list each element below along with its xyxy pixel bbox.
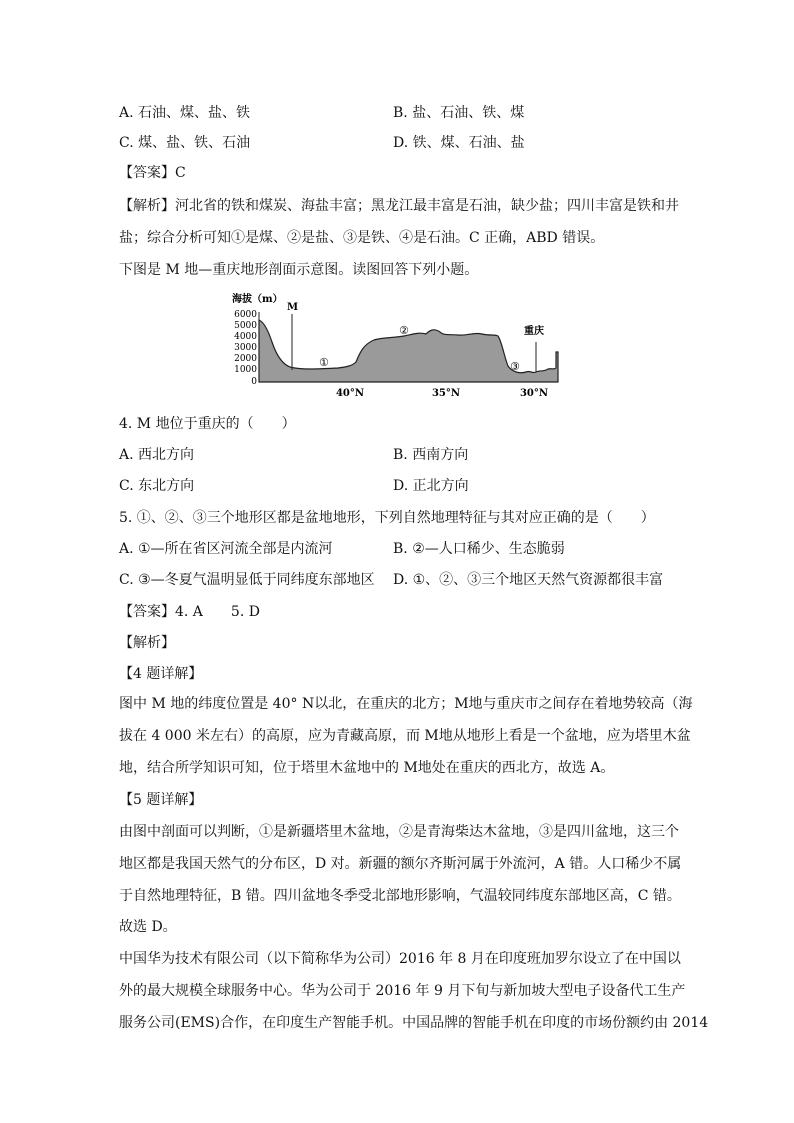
q4-option-d: D. 正北方向	[393, 478, 469, 494]
region-1-label: ①	[319, 356, 329, 369]
marker-chongqing: 重庆	[524, 326, 544, 337]
marker-m: M	[287, 302, 299, 313]
q4-detail-heading: 【4 题详解】	[119, 666, 203, 682]
y-tick-3000: 3000	[234, 343, 257, 353]
q4-detail-line2: 拔在 4 000 米左右）的高原，应为青藏高原，而 M地从地形上看是一个盆地，应为塔里木盆	[119, 728, 691, 744]
region-3-label: ③	[510, 360, 520, 373]
q5-option-d: D. ①、②、③三个地区天然气资源都很丰富	[393, 572, 664, 588]
q5-option-b: B. ②—人口稀少、生态脆弱	[393, 541, 565, 557]
x-tick-labels	[336, 388, 548, 399]
y-tick-6000: 6000	[234, 310, 257, 320]
q4-option-a: A. 西北方向	[119, 447, 195, 463]
q3-option-d: D. 铁、煤、石油、盐	[393, 135, 525, 151]
q3-option-b: B. 盐、石油、铁、煤	[393, 105, 525, 121]
q5-detail-line2: 地区都是我国天然气的分布区，D 对。新疆的额尔齐斯河属于外流河，A 错。人口稀少不属	[119, 856, 682, 872]
q3-analysis-line2: 盐；综合分析可知①是煤、②是盐、③是铁、④是石油。C 正确，ABD 错误。	[119, 230, 605, 246]
answer-4-5: 【答案】4. A 5. D	[119, 604, 260, 620]
q5-detail-heading: 【5 题详解】	[119, 792, 203, 808]
q5-option-c: C. ③—冬夏气温明显低于同纬度东部地区	[119, 572, 375, 588]
q3-answer: 【答案】C	[119, 165, 186, 181]
q4-detail-line3: 地，结合所学知识可知，位于塔里木盆地中的 M地处在重庆的西北方，故选 A。	[119, 760, 615, 776]
q5-detail-line3: 于自然地理特征，B 错。四川盆地冬季受北部地形影响，气温较同纬度东部地区高，C 错。	[119, 888, 681, 904]
figure-intro: 下图是 M 地—重庆地形剖面示意图。读图回答下列小题。	[119, 262, 479, 278]
q5-option-a: A. ①—所在省区河流全部是内流河	[119, 541, 333, 557]
y-tick-1000: 1000	[234, 365, 257, 375]
q3-option-c: C. 煤、盐、铁、石油	[119, 135, 251, 151]
q3-option-a: A. 石油、煤、盐、铁	[119, 105, 251, 121]
y-tick-2000: 2000	[234, 354, 257, 364]
y-tick-0: 0	[251, 377, 257, 387]
y-tick-labels	[234, 310, 257, 387]
analysis-heading: 【解析】	[119, 635, 175, 651]
figure-ylabel: 海拔（m）	[232, 294, 283, 305]
passage-line2: 外的最大规模全球服务中心。华为公司于 2016 年 9 月下旬与新加坡大型电子设备代工生产	[119, 983, 686, 999]
q5-stem: 5. ①、②、③三个地形区都是盆地地形，下列自然地理特征与其对应正确的是（ ）	[119, 510, 655, 526]
q4-option-c: C. 东北方向	[119, 478, 195, 494]
x-tick-30n: 30°N	[519, 388, 549, 399]
x-tick-40n: 40°N	[335, 388, 365, 399]
passage-line3: 服务公司(EMS)合作，在印度生产智能手机。中国品牌的智能手机在印度的市场份额约由 2014	[119, 1015, 709, 1031]
y-tick-5000: 5000	[234, 321, 257, 331]
q4-detail-line1: 图中 M 地的纬度位置是 40° N以北，在重庆的北方；M地与重庆市之间存在着地势较高（海	[119, 696, 693, 712]
q4-option-b: B. 西南方向	[393, 447, 469, 463]
region-2-label: ②	[399, 324, 409, 337]
x-tick-35n: 35°N	[431, 388, 461, 399]
q4-stem: 4. M 地位于重庆的（ ）	[119, 416, 296, 432]
q5-detail-line1: 由图中剖面可以判断，①是新疆塔里木盆地，②是青海柴达木盆地，③是四川盆地，这三个	[119, 824, 679, 840]
terrain-profile-figure	[228, 290, 564, 402]
q3-analysis-line1: 【解析】河北省的铁和煤炭、海盐丰富；黑龙江最丰富是石油，缺少盐；四川丰富是铁和井	[119, 198, 679, 214]
passage-line1: 中国华为技术有限公司（以下简称华为公司）2016 年 8 月在印度班加罗尔设立了在中国以	[119, 951, 681, 967]
q5-detail-line4: 故选 D。	[119, 919, 177, 935]
y-tick-4000: 4000	[234, 332, 257, 342]
